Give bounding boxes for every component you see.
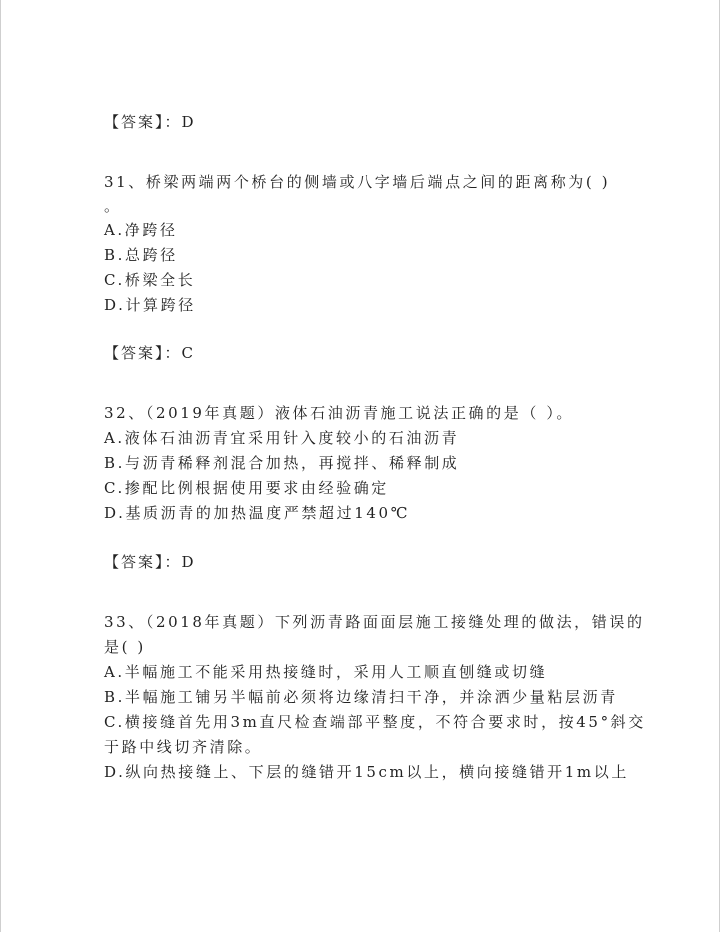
question-33-stem-line1: 33、（2018年真题）下列沥青路面面层施工接缝处理的做法，错误的 bbox=[104, 613, 645, 631]
question-33-option-b: B.半幅施工铺另半幅前必须将边缘清扫干净，并涂洒少量粘层沥青 bbox=[104, 688, 618, 706]
question-31-stem-end: 。 bbox=[104, 197, 122, 215]
question-31-option-b: B.总跨径 bbox=[104, 246, 178, 264]
question-31-option-a: A.净跨径 bbox=[104, 221, 178, 239]
answer-q31: 【答案】：C bbox=[104, 344, 195, 362]
question-32-option-b: B.与沥青稀释剂混合加热，再搅拌、稀释制成 bbox=[104, 454, 460, 472]
page-border-left bbox=[0, 0, 1, 932]
question-33-stem-line2: 是( ) bbox=[104, 638, 146, 656]
question-31-option-d: D.计算跨径 bbox=[104, 296, 196, 314]
question-33-option-d: D.纵向热接缝上、下层的缝错开15cm以上，横向接缝错开1m以上 bbox=[104, 763, 629, 781]
question-33-option-c: C.横接缝首先用3m直尺检查端部平整度，不符合要求时，按45°斜交 bbox=[104, 713, 646, 731]
question-32-option-d: D.基质沥青的加热温度严禁超过140℃ bbox=[104, 504, 411, 522]
question-33-option-c-cont: 于路中线切齐清除。 bbox=[104, 738, 263, 756]
question-32-option-a: A.液体石油沥青宜采用针入度较小的石油沥青 bbox=[104, 429, 460, 447]
question-31-option-c: C.桥梁全长 bbox=[104, 271, 196, 289]
answer-q30: 【答案】：D bbox=[104, 113, 196, 131]
question-32-option-c: C.掺配比例根据使用要求由经验确定 bbox=[104, 479, 389, 497]
answer-q32: 【答案】：D bbox=[104, 553, 196, 571]
question-33-option-a: A.半幅施工不能采用热接缝时，采用人工顺直刨缝或切缝 bbox=[104, 663, 548, 681]
question-31-stem: 31、桥梁两端两个桥台的侧墙或八字墙后端点之间的距离称为( ) bbox=[104, 173, 611, 191]
question-32-stem: 32、（2019年真题）液体石油沥青施工说法正确的是（ ）。 bbox=[104, 404, 575, 422]
